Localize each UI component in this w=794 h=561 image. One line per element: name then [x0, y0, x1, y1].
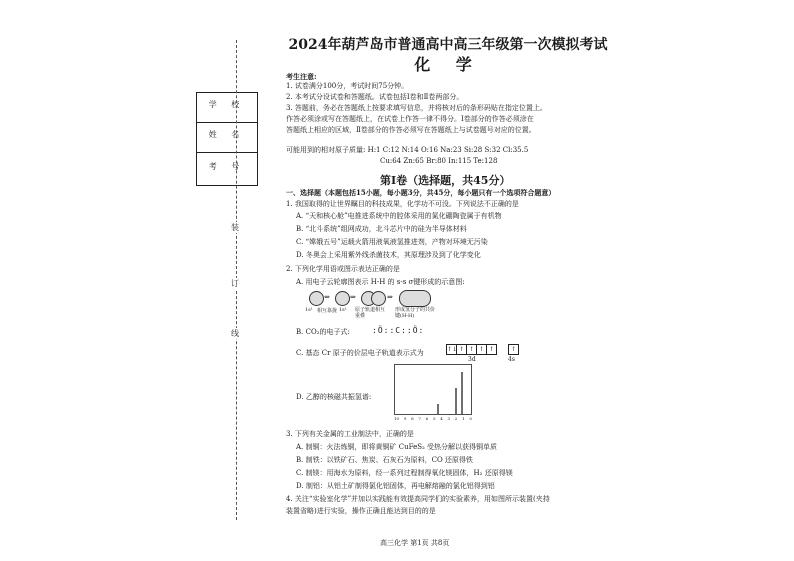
notes-item: 2. 本考试分设试卷和答题纸。试卷包括Ⅰ卷和Ⅱ卷两部分。 [286, 93, 464, 101]
nmr-tick: 0 [469, 416, 472, 421]
q1-option-b: B. “北斗系统”组网成功，北斗芯片中的硅为半导体材料 [296, 225, 467, 233]
sigma-bond-diagram [305, 289, 465, 319]
nmr-tick: 3 [447, 416, 451, 421]
q1-option-c: C. “嫦娥五号”运载火箭用液氧液氢推进剂，产物对环境无污染 [296, 238, 488, 246]
atomic-masses-line1: 可能用到的相对原子质量: H:1 C:12 N:14 O:16 Na:23 Si:28 S:32 Cl:35.5 [286, 146, 529, 154]
nmr-tick: 4 [440, 416, 443, 421]
s-orbital-icon [371, 291, 386, 306]
cr-orbital-diagram [446, 344, 526, 366]
binding-char: 线 [231, 329, 239, 338]
diagram-label: 1s¹ [339, 307, 347, 313]
q1-option-d: D. 冬奥会上采用紫外线杀菌技术，其原理涉及到了化学变化 [296, 251, 481, 259]
nmr-tick: 10 [394, 416, 400, 421]
orbital-box: ↑ [466, 344, 477, 355]
subject-title: 化 学 [414, 55, 482, 74]
q4-stem: 4. 关注“实验室化学”并加以实践能有效提高同学们的实验素养，用如图所示装置(夹持 [286, 495, 550, 503]
q3-stem: 3. 下列有关金属的工业制法中，正确的是 [286, 430, 414, 438]
nmr-tick: 9 [403, 416, 407, 421]
orbital-label: 4s [508, 356, 515, 363]
nmr-tick: 8 [411, 416, 414, 421]
nmr-axis [394, 416, 472, 421]
nmr-tick: 2 [454, 416, 458, 421]
orbital-label: 3d [468, 356, 476, 363]
exam-number-label: 考 号 [208, 162, 246, 171]
orbital-box: ↑ [456, 344, 467, 355]
diagram-label: 1s¹ [305, 307, 313, 313]
page-footer: 高三化学 第1页 共8页 [380, 539, 450, 547]
diagram-label: 原子轨道相互重叠 [355, 307, 386, 319]
orbital-box: ↑↓ [447, 346, 458, 353]
arrow-icon: ⇒ [350, 293, 356, 301]
q2-option-a: A. 用电子云轮廓图表示 H-H 的 s-s σ键形成的示意图: [296, 278, 465, 286]
q1-option-a: A. “天和核心舱”电推进系统中的腔体采用的氮化硼陶瓷属于有机物 [296, 212, 502, 220]
notes-item: 1. 试卷满分100分，考试时间75分钟。 [286, 82, 409, 90]
exam-title: 2024年葫芦岛市普通高中高三年级第一次模拟考试 [288, 37, 608, 53]
q1-stem: 1. 我国取得的让世界瞩目的科技成果，化学功不可没。下列说法不正确的是 [286, 200, 519, 208]
binding-char: 装 [231, 223, 239, 232]
q2-stem: 2. 下列化学用语或图示表达正确的是 [286, 265, 400, 273]
section-intro: 一、选择题（本题包括15小题，每小题3分，共45分，每小题只有一个选项符合题意） [286, 188, 556, 197]
notes-heading: 考生注意: [286, 72, 317, 81]
nmr-tick: 1 [462, 416, 465, 421]
q4-stem-cont: 装置省略)进行实验，操作正确且能达到目的的是 [286, 507, 436, 515]
q2-option-b: B. CO₂的电子式: [296, 328, 350, 336]
q2-option-c: C. 基态 Cr 原子的价层电子轨道表示式为 [296, 349, 424, 357]
school-label: 学 校 [208, 100, 246, 109]
binding-char: 订 [231, 279, 239, 288]
q3-option-a: A. 制铜：火法炼铜，即将黄铜矿 CuFeS₂ 受热分解以获得铜单质 [296, 443, 498, 451]
h2-molecule-icon [399, 290, 431, 307]
student-info-box [196, 92, 258, 186]
s-orbital-icon [335, 291, 350, 306]
s-orbital-icon [309, 291, 324, 306]
notes-item: 答题纸上相应的区域，Ⅱ卷部分的作答必须写在答题纸上与试卷题号对应的位置。 [286, 126, 536, 134]
notes-item: 3. 答题前，务必在答题纸上按要求填写信息，并将核对后的条形码贴在指定位置上。 [286, 104, 547, 112]
nmr-tick: 6 [425, 416, 429, 421]
arrow-icon: ⇒ [387, 293, 393, 301]
orbital-box: ↑ [508, 344, 519, 355]
name-label: 姓 名 [208, 130, 246, 139]
notes-item: 作答必须涂或写在答题纸上，在试卷上作答一律不得分。Ⅰ卷部分的作答必须涂在 [286, 115, 534, 123]
nmr-spectrum [394, 364, 472, 424]
arrow-icon: ⇔ [324, 293, 330, 301]
q3-option-d: D. 制铝：从铝土矿制得氯化铝固体，再电解熔融的氯化铝得到铝 [296, 482, 495, 490]
orbital-box: ↑ [486, 344, 497, 355]
nmr-tick: 5 [432, 416, 436, 421]
diagram-label: 形成氢分子的共价键(H-H) [395, 307, 436, 319]
diagram-label: 相互靠拢 [317, 308, 338, 314]
orbital-box: ↑ [476, 344, 487, 355]
q2-option-d: D. 乙醇的核磁共振氢谱: [296, 393, 372, 401]
section-title: 第Ⅰ卷（选择题，共45分） [380, 174, 511, 187]
q3-option-c: C. 制镁：用海水为原料，经一系列过程制得氧化镁固体，H₂ 还原得镁 [296, 469, 513, 477]
atomic-masses-line2: Cu:64 Zn:65 Br:80 In:115 Te:128 [380, 157, 498, 165]
co2-electron-formula: :Ö::C::Ö: [372, 326, 425, 335]
nmr-tick: 7 [418, 416, 421, 421]
q3-option-b: B. 制铁：以铁矿石、焦炭、石灰石为原料，CO 还原得铁 [296, 456, 473, 464]
